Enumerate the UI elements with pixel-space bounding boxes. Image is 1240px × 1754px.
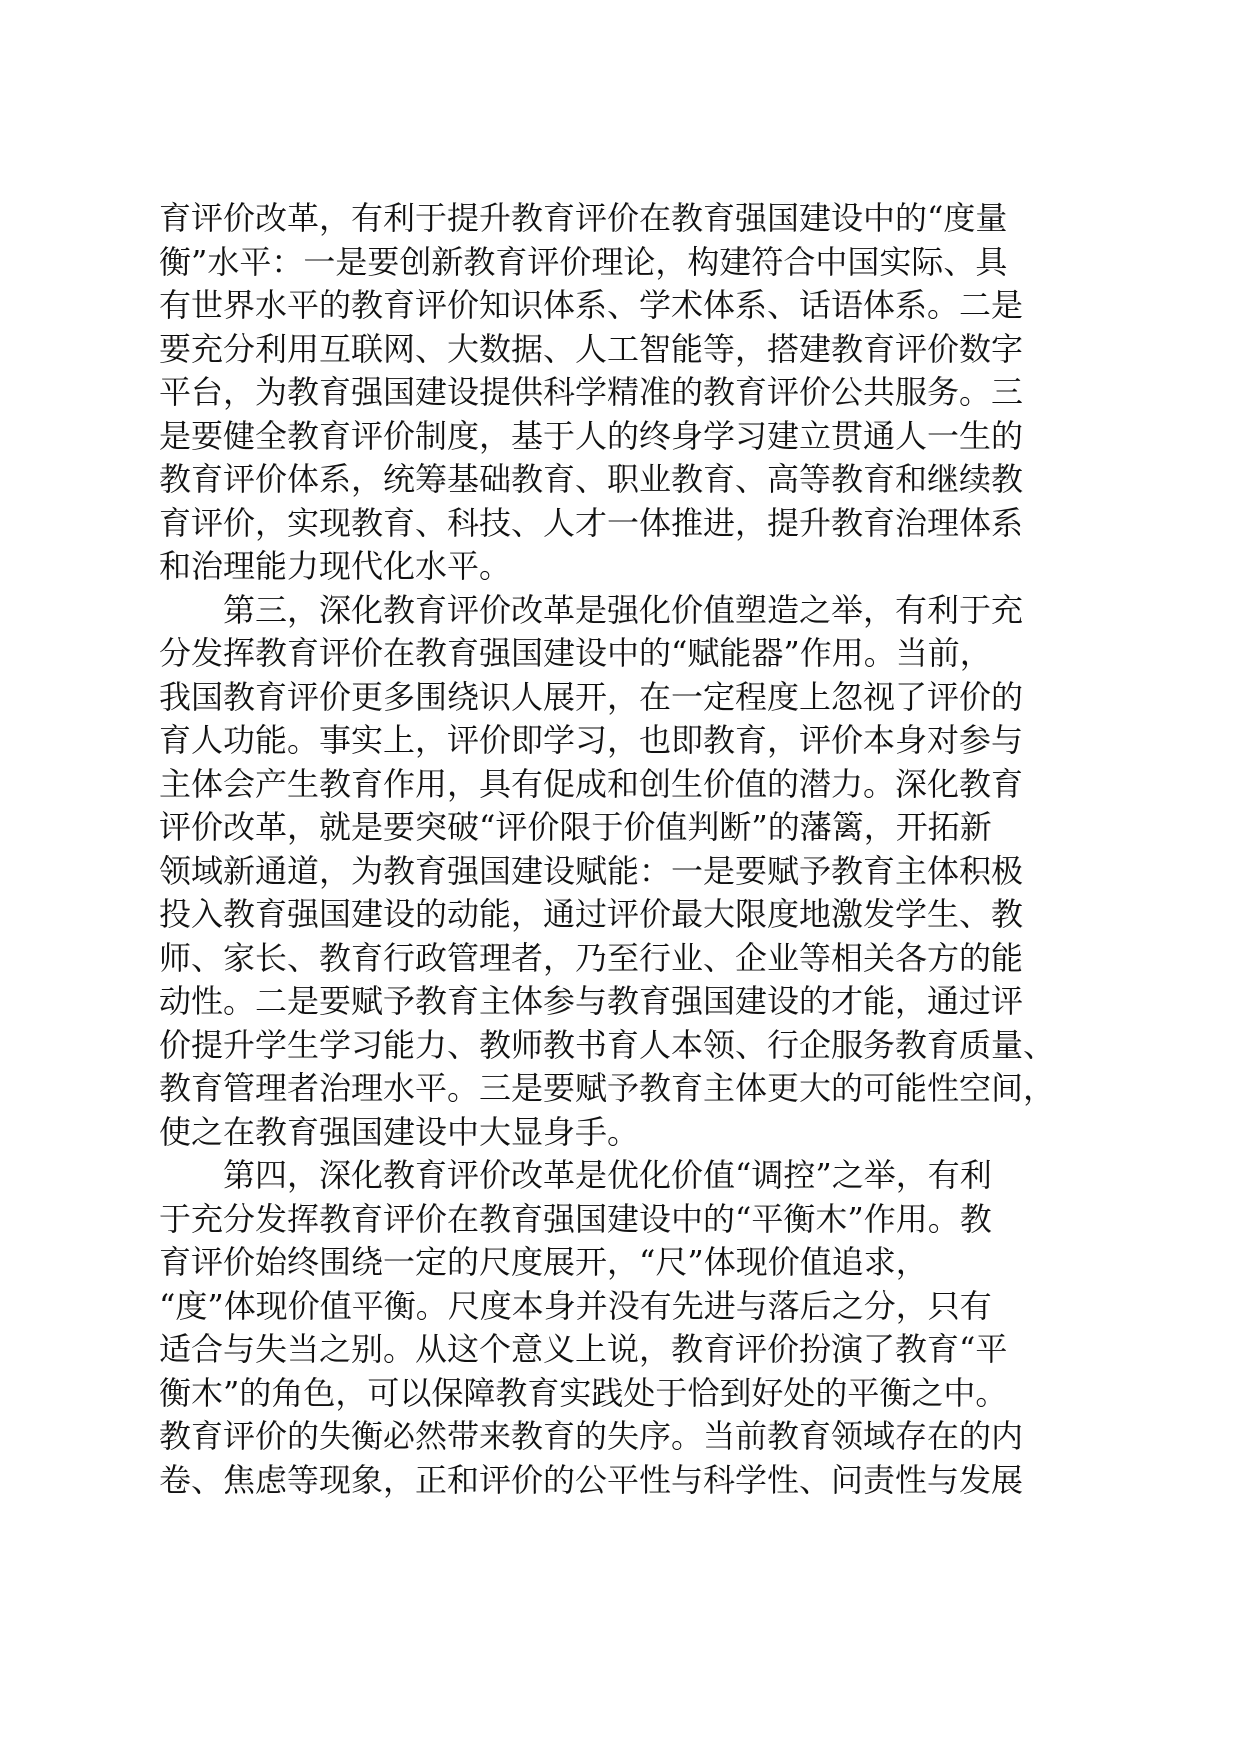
text-line-2: 衡”水平：一是要创新教育评价理论，构建符合中国实际、具 [159,242,1008,281]
text-line-21: 教育管理者治理水平。三是要赋予教育主体更大的可能性空间， [159,1069,1056,1107]
text-line-24: 于充分发挥教育评价在教育强国建设中的“平衡木”作用。教 [159,1199,992,1238]
text-line-19: 动性。二是要赋予教育主体参与教育强国建设的才能，通过评 [159,982,1024,1020]
text-line-12: 我国教育评价更多围绕识人展开，在一定程度上忽视了评价的 [159,677,1024,716]
text-line-20: 价提升学生学习能力、教师教书育人本领、行企服务教育质量、 [159,1025,1056,1064]
text-line-5: 平台，为教育强国建设提供科学精准的教育评价公共服务。三 [159,373,1024,411]
text-line-25: 育评价始终围绕一定的尺度展开，“尺”体现价值追求， [159,1243,928,1281]
text-line-17: 投入教育强国建设的动能，通过评价最大限度地激发学生、教 [159,895,1024,933]
text-line-30: 卷、焦虑等现象，正和评价的公平性与科学性、问责性与发展 [159,1460,1024,1499]
text-line-7: 教育评价体系，统筹基础教育、职业教育、高等教育和继续教 [159,460,1024,498]
text-line-23: 第四，深化教育评价改革是优化价值“调控”之举，有利 [159,1156,992,1194]
body-text [159,197,1099,1502]
text-line-15: 评价改革，就是要突破“评价限于价值判断”的藩篱，开拓新 [159,808,992,846]
text-line-27: 适合与失当之别。从这个意义上说，教育评价扮演了教育“平 [159,1330,1008,1368]
text-line-13: 育人功能。事实上，评价即学习，也即教育，评价本身对参与 [159,721,1024,759]
text-line-11: 分发挥教育评价在教育强国建设中的“赋能器”作用。当前， [159,634,992,672]
text-line-6: 是要健全教育评价制度，基于人的终身学习建立贯通人一生的 [159,416,1024,455]
text-line-9: 和治理能力现代化水平。 [159,547,512,585]
text-line-3: 有世界水平的教育评价知识体系、学术体系、话语体系。二是 [159,286,1024,324]
text-line-8: 育评价，实现教育、科技、人才一体推进，提升教育治理体系 [159,503,1024,542]
text-line-14: 主体会产生教育作用，具有促成和创生价值的潜力。深化教育 [159,764,1024,803]
text-line-28: 衡木”的角色，可以保障教育实践处于恰到好处的平衡之中。 [159,1373,1008,1412]
text-line-18: 师、家长、教育行政管理者，乃至行业、企业等相关各方的能 [159,938,1024,977]
text-line-22: 使之在教育强国建设中大显身手。 [159,1112,640,1151]
text-line-29: 教育评价的失衡必然带来教育的失序。当前教育领域存在的内 [159,1417,1024,1455]
text-line-26: “度”体现价值平衡。尺度本身并没有先进与落后之分，只有 [159,1286,992,1325]
text-line-4: 要充分利用互联网、大数据、人工智能等，搭建教育评价数字 [159,329,1024,368]
text-line-1: 育评价改革，有利于提升教育评价在教育强国建设中的“度量 [159,199,1008,237]
text-line-10: 第三，深化教育评价改革是强化价值塑造之举，有利于充 [159,590,1024,629]
text-line-16: 领域新通道，为教育强国建设赋能：一是要赋予教育主体积极 [159,851,1024,890]
